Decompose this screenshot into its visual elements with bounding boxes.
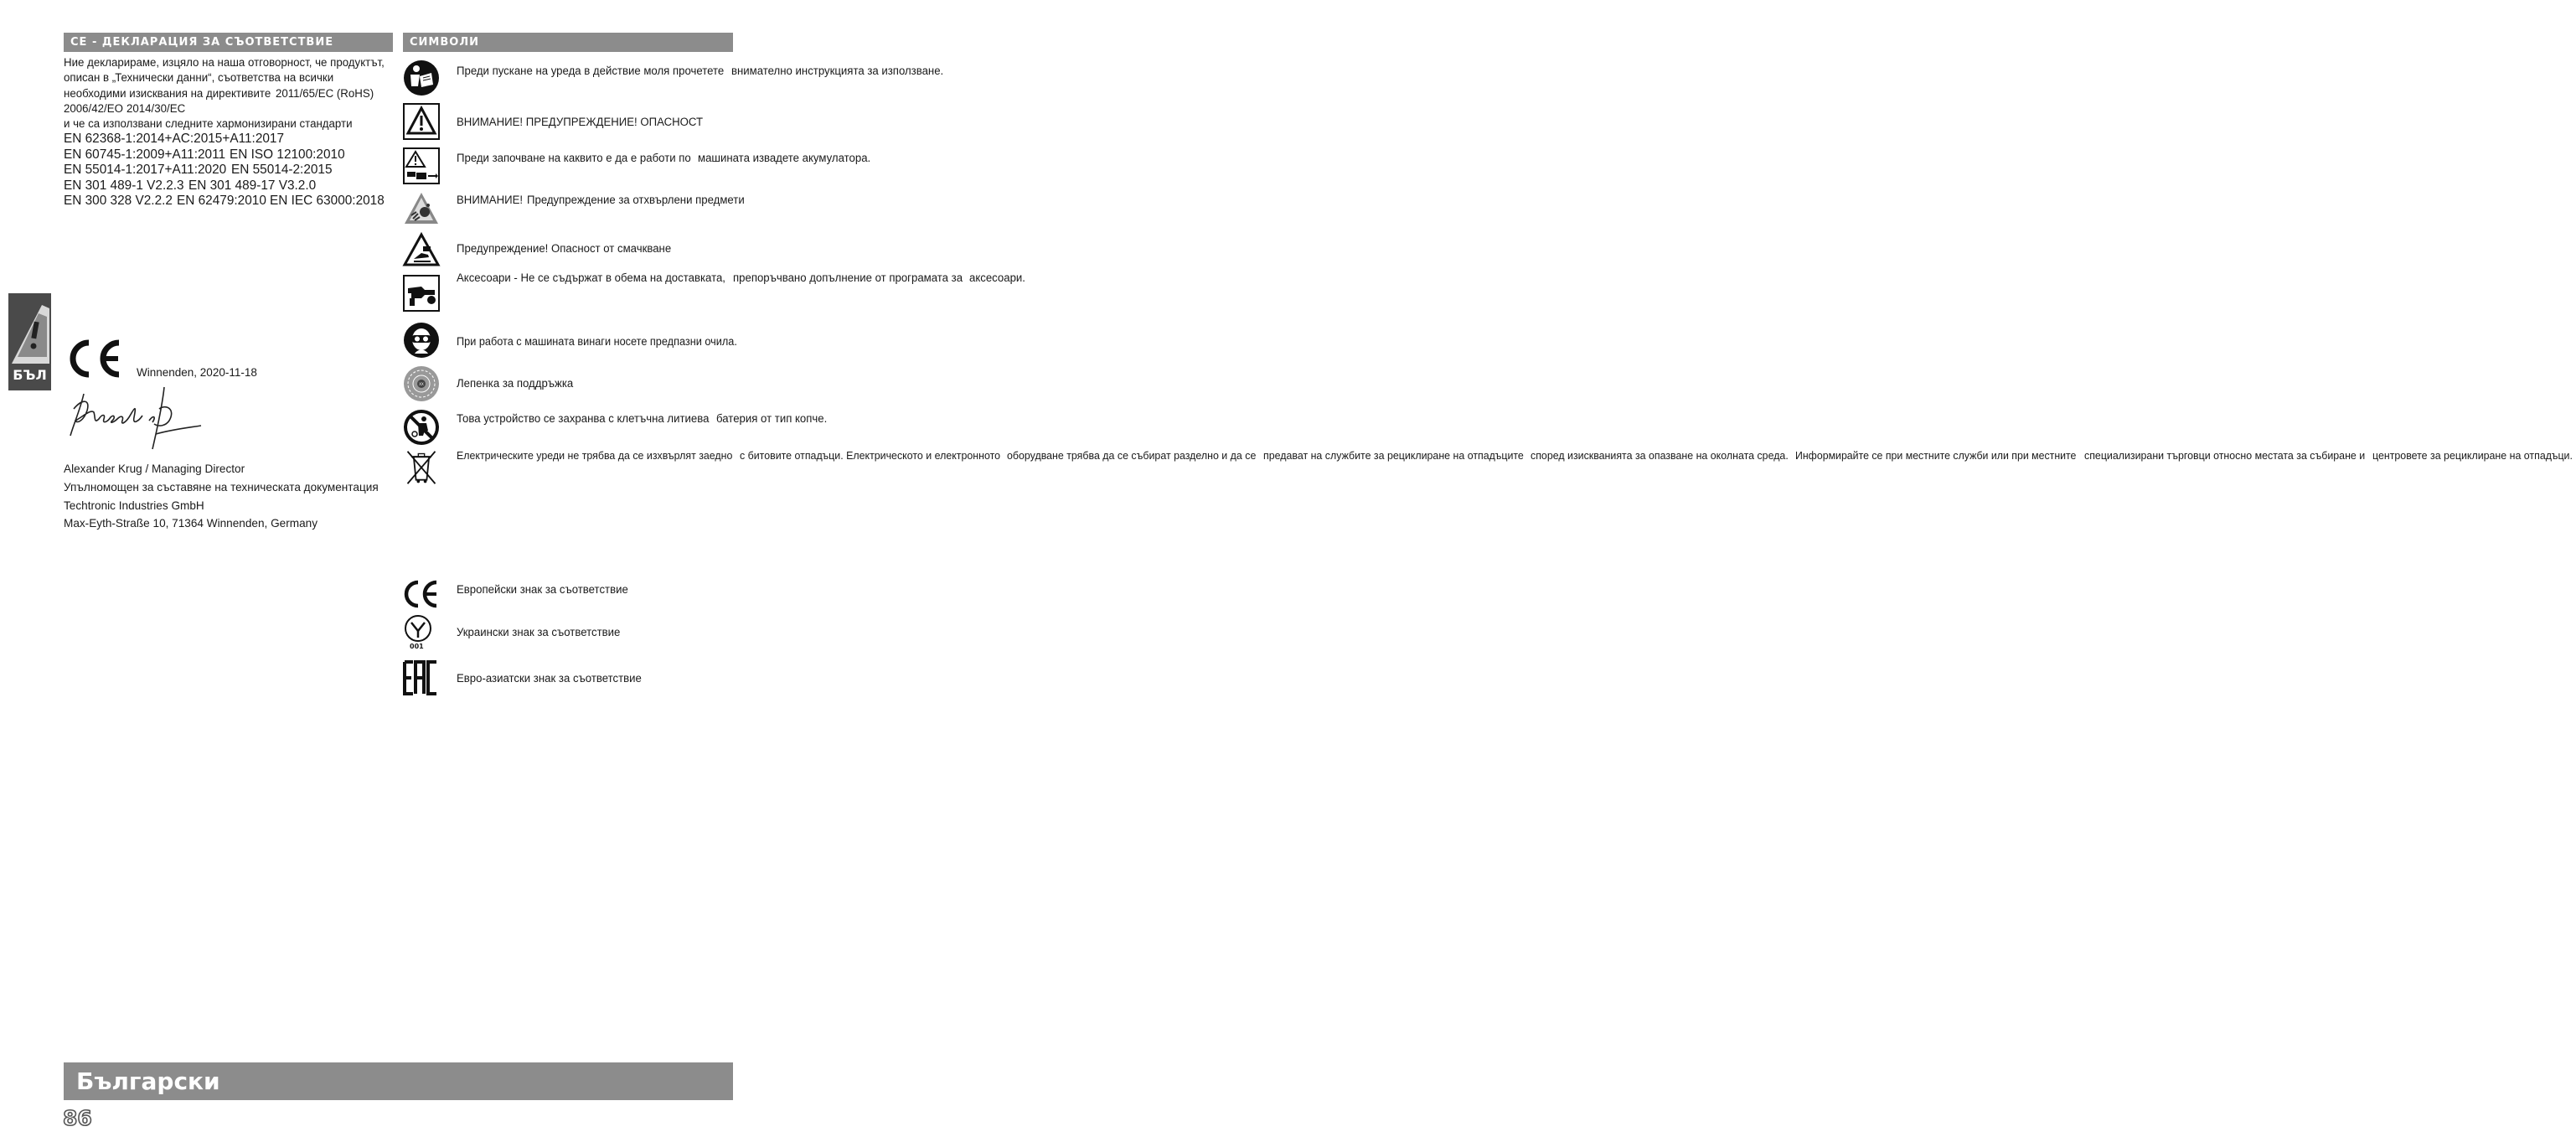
standard-line: EN 55014-2:2015 (230, 163, 333, 178)
symbol-text-line: Евро-азиатски знак за съответствие (457, 672, 642, 685)
symbol-text-line: Преди започване на каквито е да е работи по (457, 152, 691, 164)
signer-role: Упълномощен за съставяне на техническата документация (64, 480, 379, 494)
symbol-description (457, 115, 741, 131)
symbol-text-line: При работа с машината винаги носете предпазни очила. (457, 335, 737, 348)
symbol-description (457, 625, 741, 641)
declaration-line: описан в „Технически данни“, съответства на всички (64, 71, 334, 85)
signer-name: Alexander Krug / Managing Director (64, 463, 245, 475)
symbol-text-line: Електрическите уреди не трябва да се изхвърлят заедно (457, 450, 733, 462)
company-address: Max-Eyth-Straße 10, 71364 Winnenden, Germany (64, 517, 317, 530)
warning-triangle-icon (403, 103, 440, 140)
symbol-description (457, 582, 741, 598)
symbol-text-line: с битовите отпадъци. Електрическото и електронното (739, 450, 1000, 462)
place-date: Winnenden, 2020-11-18 (137, 366, 257, 379)
page-number: 86 (63, 1106, 92, 1130)
directive-line: 2011/65/EC (RoHS) (275, 86, 374, 100)
symbol-description (457, 193, 745, 209)
ukraine-mark-icon (403, 614, 440, 654)
directive-line: 2006/42/EO (64, 101, 123, 115)
symbol-text-line: Аксесоари - Не се съдържат в обема на доставката, (457, 271, 725, 284)
standard-line: EN 62479:2010 (176, 194, 266, 209)
standard-line: EN 301 489-1 V2.2.3 (64, 178, 184, 193)
language-tab-label: БЪЛ (13, 367, 47, 383)
standard-line: EN 55014-1:2017+A11:2020 (64, 163, 227, 178)
symbol-text-line: Преди пускане на уреда в действие моля прочетете (457, 65, 725, 77)
signature-image (65, 384, 208, 455)
symbol-text-line: Лепенка за поддръжка (457, 377, 574, 390)
standard-line: EN IEC 63000:2018 (270, 194, 385, 209)
symbol-description (457, 64, 944, 80)
symbol-description (457, 151, 870, 167)
symbol-text-line: машината извадете акумулатора. (697, 152, 870, 164)
warning-triangle-icon (8, 300, 51, 367)
standard-line: EN 301 489-17 V3.2.0 (188, 178, 316, 193)
safety-goggles-icon (403, 322, 440, 359)
read-manual-icon (403, 59, 440, 96)
symbol-text-line: внимателно инструкцията за използване. (730, 65, 944, 77)
coin-battery-icon (403, 409, 440, 446)
flying-debris-icon (403, 190, 440, 227)
standard-line: EN 60745-1:2009+A11:2011 (64, 147, 226, 162)
standard-line: EN ISO 12100:2010 (230, 147, 346, 162)
svg-text:XX: XX (419, 382, 424, 386)
symbol-description (457, 671, 741, 687)
symbol-text-line: Украински знак за съответствие (457, 626, 621, 638)
symbol-text-line: оборудване трябва да се събират разделно и да се (1007, 450, 1257, 462)
symbol-description (457, 376, 741, 392)
company-name: Techtronic Industries GmbH (64, 499, 204, 512)
symbol-text-line: центровете за рециклиране на отпадъци. (2372, 450, 2573, 462)
ce-mark-icon (65, 338, 124, 380)
declaration-line: Ние декларираме, изцяло на наша отговорност, че продуктът, (64, 56, 385, 69)
eac-mark-icon (403, 659, 440, 696)
symbol-text-line: препоръчвано допълнение от програмата за (732, 271, 963, 284)
symbol-text-line: Предупреждение! Опасност от смачкване (457, 242, 672, 255)
ce-mark-icon (403, 576, 440, 612)
language-footer-bar: Български (64, 1062, 733, 1100)
declaration-body (64, 55, 395, 209)
symbol-text-line: аксесоари. (968, 271, 1025, 284)
symbol-description (457, 411, 828, 427)
symbol-description (457, 271, 1025, 287)
standard-line: EN 62368-1:2014+AC:2015+A11:2017 (64, 132, 285, 147)
symbol-text-line: ВНИМАНИЕ! (457, 194, 524, 206)
declaration-line: необходими изисквания на директивите (64, 86, 271, 100)
weee-bin-icon (403, 449, 440, 486)
symbol-text-line: Предупреждение за отхвърлени предмети (527, 194, 745, 206)
declaration-header: CE - ДЕКЛАРАЦИЯ ЗА СЪОТВЕТСТВИЕ (64, 33, 393, 52)
remove-battery-icon (403, 147, 440, 184)
symbol-text-line: специализирани търговци относно местата за събиране и (2084, 450, 2366, 462)
symbol-description (457, 241, 741, 257)
symbol-text-line: Информирайте се при местните служби или при местните (1794, 450, 2077, 462)
language-side-tab (8, 293, 51, 390)
ukraine-mark-code: 001 (410, 643, 424, 650)
symbol-text-line: Това устройство се захранва с клетъчна литиева (457, 412, 710, 425)
symbol-text-line: според изискванията за опазване на околната среда. (1530, 450, 1789, 462)
symbol-text-line: предават на службите за рециклиране на отпадъците (1262, 450, 1524, 462)
symbol-text-line: батерия от тип копче. (715, 412, 828, 425)
accessory-icon (403, 275, 440, 312)
directive-line: 2014/30/EC (126, 101, 186, 115)
maintenance-label-icon (403, 365, 440, 402)
ukraine-mark-symbol (403, 614, 436, 643)
symbols-header: СИМВОЛИ (403, 33, 733, 52)
symbol-text-line: Европейски знак за съответствие (457, 583, 628, 596)
standard-line: EN 300 328 V2.2.2 (64, 194, 173, 209)
symbol-description (457, 448, 2573, 463)
symbol-text-line: ВНИМАНИЕ! ПРЕДУПРЕЖДЕНИЕ! ОПАСНОСТ (457, 116, 704, 128)
signer-block (64, 460, 379, 533)
symbol-description (457, 334, 741, 350)
crush-hazard-icon (403, 231, 440, 268)
declaration-line: и че са използвани следните хармонизирани стандарти (64, 117, 353, 131)
